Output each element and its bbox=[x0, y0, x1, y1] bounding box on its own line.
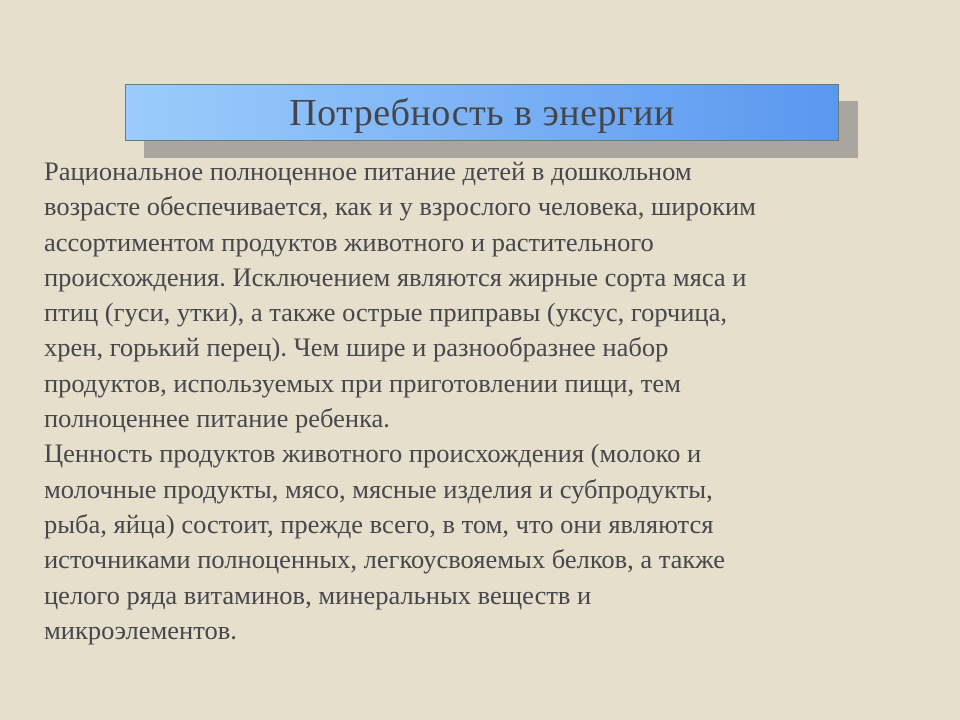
body-line: возрасте обеспечивается, как и у взрослого человека, широким bbox=[44, 191, 756, 222]
body-line: источниками полноценных, легкоусвояемых белков, а также bbox=[44, 544, 726, 575]
body-line: полноценнее питание ребенка. bbox=[44, 403, 390, 434]
body-line: рыба, яйца) состоит, прежде всего, в том, что они являются bbox=[44, 508, 714, 539]
body-line: хрен, горький перец). Чем шире и разнообразнее набор bbox=[44, 332, 669, 363]
slide-body bbox=[44, 154, 924, 648]
slide-title: Потребность в энергии bbox=[289, 91, 675, 134]
body-line: Ценность продуктов животного происхождения (молоко и bbox=[44, 438, 702, 469]
body-line: Рациональное полноценное питание детей в дошкольном bbox=[44, 156, 692, 186]
body-line: ассортиментом продуктов животного и растительного bbox=[44, 226, 654, 257]
title-box bbox=[125, 84, 839, 141]
body-line: молочные продукты, мясо, мясные изделия и субпродукты, bbox=[44, 473, 713, 504]
body-line: целого ряда витаминов, минеральных веществ и bbox=[44, 579, 592, 610]
body-line: продуктов, используемых при приготовлении пищи, тем bbox=[44, 367, 681, 398]
body-line: микроэлементов. bbox=[44, 614, 237, 645]
body-line: происхождения. Исключением являются жирные сорта мяса и bbox=[44, 261, 747, 292]
body-line: птиц (гуси, утки), а также острые приправы (уксус, горчица, bbox=[44, 297, 727, 328]
